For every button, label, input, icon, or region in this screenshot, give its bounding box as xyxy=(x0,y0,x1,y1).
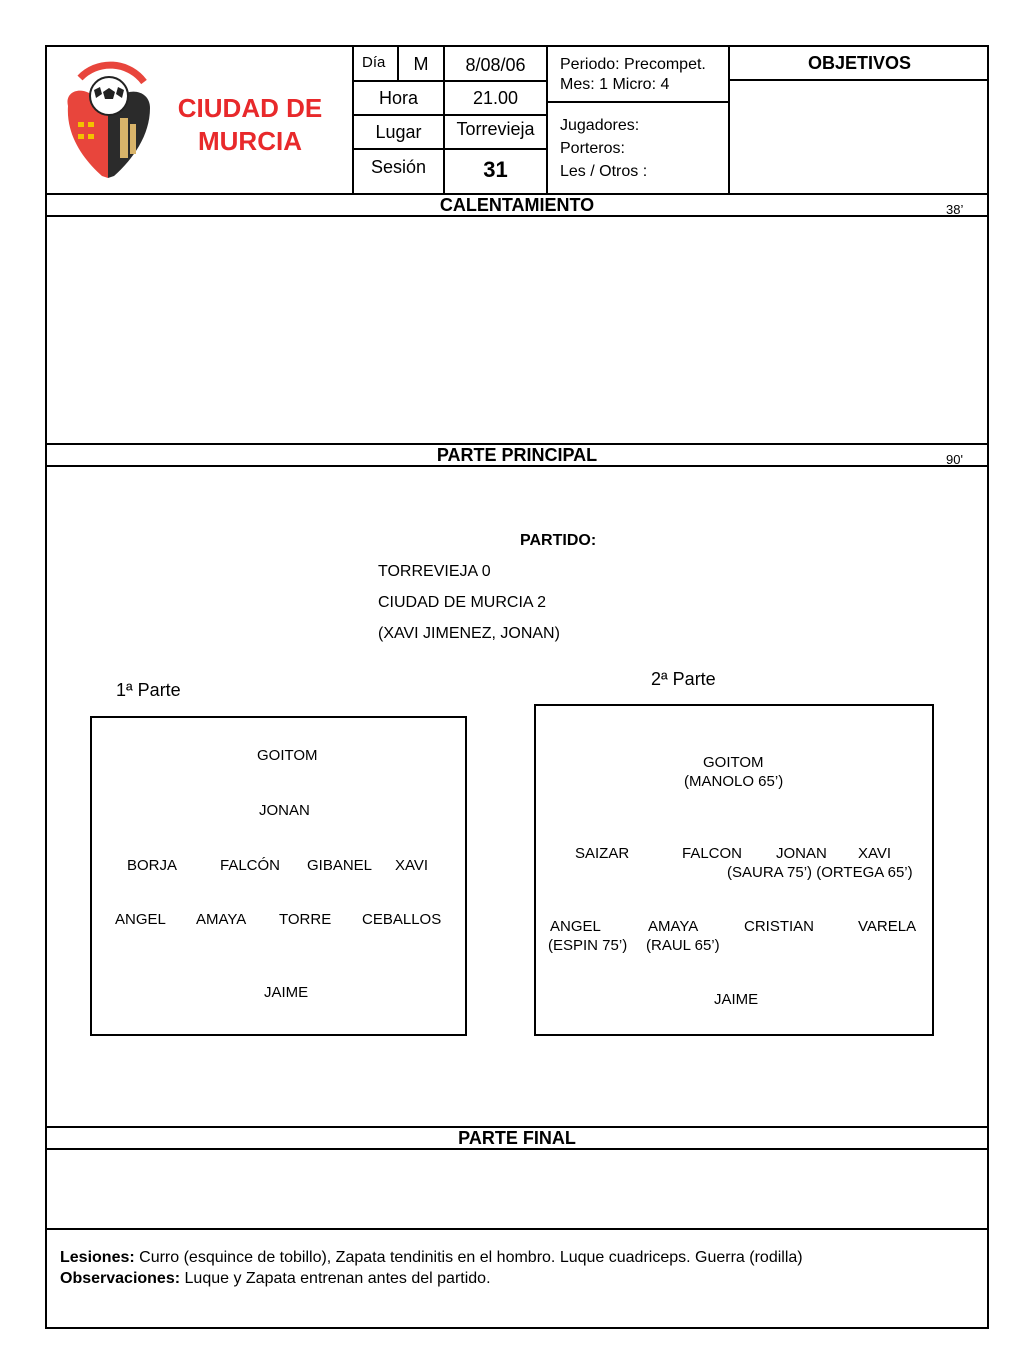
player-falcon: FALCÓN xyxy=(220,857,281,874)
periodo-text: Periodo: Precompet. xyxy=(560,56,706,73)
player-jaime: JAIME xyxy=(264,984,309,1001)
sesion-label: Sesión xyxy=(370,157,427,177)
player-jaime: JAIME xyxy=(714,991,759,1008)
player-ceballos: CEBALLOS xyxy=(362,911,442,928)
parte-principal-time: 90' xyxy=(946,452,963,467)
objetivos-heading: OBJETIVOS xyxy=(807,53,912,73)
player-angel: ANGEL xyxy=(550,918,601,935)
calentamiento-time: 38’ xyxy=(946,202,964,217)
mes-micro-text: Mes: 1 Micro: 4 xyxy=(560,76,670,93)
lesiones-line xyxy=(60,1249,803,1267)
divider xyxy=(352,114,546,116)
divider xyxy=(546,45,548,193)
partido-label: PARTIDO: xyxy=(520,532,597,549)
sub-raul: (RAUL 65’) xyxy=(646,937,720,954)
player-cristian: CRISTIAN xyxy=(744,918,815,935)
lesiones-text: Curro (esquince de tobillo), Zapata tendinitis en el hombro. Luque cuadriceps. Guerra (rodilla) xyxy=(139,1249,803,1266)
player-angel: ANGEL xyxy=(115,911,166,928)
first-half-label: 1ª Parte xyxy=(116,680,181,700)
player-xavi: XAVI xyxy=(395,857,429,874)
result-line-1: TORREVIEJA 0 xyxy=(378,563,491,580)
player-goitom: GOITOM xyxy=(257,747,318,764)
divider xyxy=(728,79,989,81)
player-falcon: FALCON xyxy=(682,845,743,862)
lesiones-label: Lesiones: xyxy=(60,1249,135,1266)
dia-value: M xyxy=(413,54,429,74)
parte-principal-title: PARTE PRINCIPAL xyxy=(436,445,598,465)
club-crest-logo xyxy=(58,60,160,184)
divider xyxy=(45,1228,989,1230)
dia-label: Día xyxy=(362,54,386,71)
jugadores-label: Jugadores: xyxy=(560,117,640,134)
observaciones-label: Observaciones: xyxy=(60,1270,181,1287)
sub-manolo: (MANOLO 65’) xyxy=(684,773,784,790)
player-xavi: XAVI xyxy=(858,845,892,862)
second-half-label: 2ª Parte xyxy=(651,669,716,689)
lugar-value: Torrevieja xyxy=(456,119,535,139)
sesion-number: 31 xyxy=(483,157,508,182)
result-line-2: CIUDAD DE MURCIA 2 xyxy=(378,594,547,611)
sub-espin: (ESPIN 75’) xyxy=(548,937,628,954)
hora-label: Hora xyxy=(378,88,418,108)
brand-line-1: CIUDAD DE xyxy=(177,93,323,123)
player-gibanel: GIBANEL xyxy=(307,857,373,874)
player-jonan: JONAN xyxy=(776,845,827,862)
divider xyxy=(352,148,546,150)
crest-text xyxy=(58,185,160,186)
porteros-label: Porteros: xyxy=(560,140,625,157)
player-amaya: AMAYA xyxy=(196,911,247,928)
lugar-label: Lugar xyxy=(375,122,422,142)
player-varela: VARELA xyxy=(858,918,917,935)
session-date: 8/08/06 xyxy=(465,55,526,75)
divider xyxy=(546,101,728,103)
player-borja: BORJA xyxy=(127,857,178,874)
player-amaya: AMAYA xyxy=(648,918,699,935)
otros-label: Les / Otros : xyxy=(560,163,648,180)
subs-saura-ortega: (SAURA 75’) (ORTEGA 65’) xyxy=(727,864,913,881)
player-saizar: SAIZAR xyxy=(575,845,630,862)
player-jonan: JONAN xyxy=(259,802,310,819)
observaciones-text: Luque y Zapata entrenan antes del partido. xyxy=(184,1270,491,1287)
scorers-line: (XAVI JIMENEZ, JONAN) xyxy=(378,625,560,642)
calentamiento-title: CALENTAMIENTO xyxy=(439,195,595,215)
brand-line-2: MURCIA xyxy=(198,126,302,156)
player-goitom: GOITOM xyxy=(703,754,764,771)
player-torre: TORRE xyxy=(279,911,332,928)
hora-value: 21.00 xyxy=(472,88,519,108)
divider xyxy=(352,80,546,82)
parte-final-title: PARTE FINAL xyxy=(458,1128,576,1148)
observaciones-line xyxy=(60,1270,491,1288)
